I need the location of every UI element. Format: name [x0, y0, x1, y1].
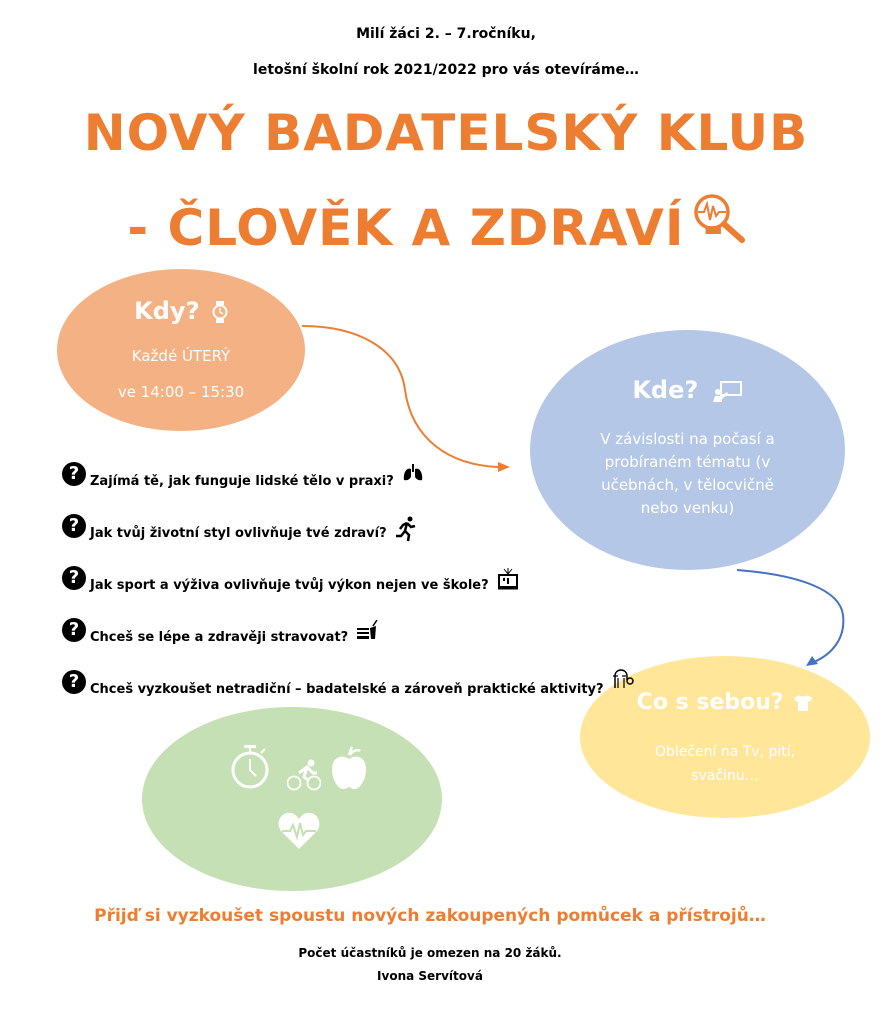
- call-to-action: Přijď si vyzkoušet spoustu nových zakoupených pomůcek a přístrojů…: [94, 906, 766, 926]
- teacher-board-icon: [711, 380, 743, 402]
- question-text: Chceš vyzkoušet netradiční – badatelské a zároveň praktické aktivity?: [90, 682, 604, 697]
- question-text: Chceš se lépe a zdravěji stravovat?: [90, 630, 349, 645]
- where-line: probíraném tématu (v: [604, 453, 771, 471]
- question-mark-icon: ?: [62, 514, 86, 538]
- when-heading: Kdy?: [134, 297, 200, 325]
- question-item: [62, 671, 636, 697]
- when-time: ve 14:00 – 15:30: [117, 383, 245, 401]
- cyclist-icon: [287, 759, 321, 791]
- health-icons-bubble: [142, 707, 442, 891]
- author-name: Ivona Servítová: [377, 969, 483, 983]
- heart-pulse-icon: [278, 811, 320, 851]
- bring-heading: Co s sebou?: [636, 690, 784, 715]
- question-text: Zajímá tě, jak funguje lidské tělo v praxi?: [90, 474, 394, 489]
- where-line: učebnách, v tělocvičně: [601, 476, 774, 494]
- question-item: [62, 619, 378, 645]
- title-line-1: NOVÝ BADATELSKÝ KLUB: [83, 104, 809, 162]
- intro-text: letošní školní rok 2021/2022 pro vás otevíráme…: [253, 62, 639, 78]
- question-mark-icon: ?: [62, 618, 86, 642]
- stethoscope-icon: [612, 662, 636, 690]
- lungs-icon: [402, 464, 424, 482]
- title-line-2: - ČLOVĚK A ZDRAVÍ -: [127, 199, 725, 257]
- where-line: V závislosti na počasí a: [600, 430, 775, 448]
- question-text: Jak tvůj životní styl ovlivňuje tvé zdraví?: [90, 526, 387, 541]
- question-item: [62, 567, 519, 593]
- question-mark-icon: ?: [62, 566, 86, 590]
- where-bubble: [530, 330, 845, 570]
- stopwatch-icon: [230, 745, 270, 789]
- greeting: Milí žáci 2. – 7.ročníku,: [356, 26, 536, 42]
- where-heading: Kde?: [632, 376, 699, 404]
- question-mark-icon: ?: [62, 670, 86, 694]
- question-item: [62, 515, 417, 542]
- participant-limit: Počet účastníků je omezen na 20 žáků.: [298, 946, 562, 960]
- apple-icon: [330, 745, 368, 791]
- question-mark-icon: ?: [62, 462, 86, 486]
- tv-chart-icon: [497, 568, 519, 590]
- tshirt-icon: [793, 694, 813, 712]
- when-day: Každé ÚTERÝ: [131, 347, 231, 365]
- bring-line: Oblečení na Tv, pití,: [654, 744, 796, 760]
- fast-food-icon: [356, 620, 378, 642]
- watch-icon: [212, 301, 228, 323]
- question-item: [62, 463, 424, 489]
- where-line: nebo venku): [640, 499, 735, 517]
- when-bubble: [57, 269, 305, 431]
- question-text: Jak sport a výživa ovlivňuje tvůj výkon nejen ve škole?: [90, 578, 489, 593]
- bring-line: svačinu…: [691, 768, 759, 784]
- runner-icon: [395, 516, 417, 542]
